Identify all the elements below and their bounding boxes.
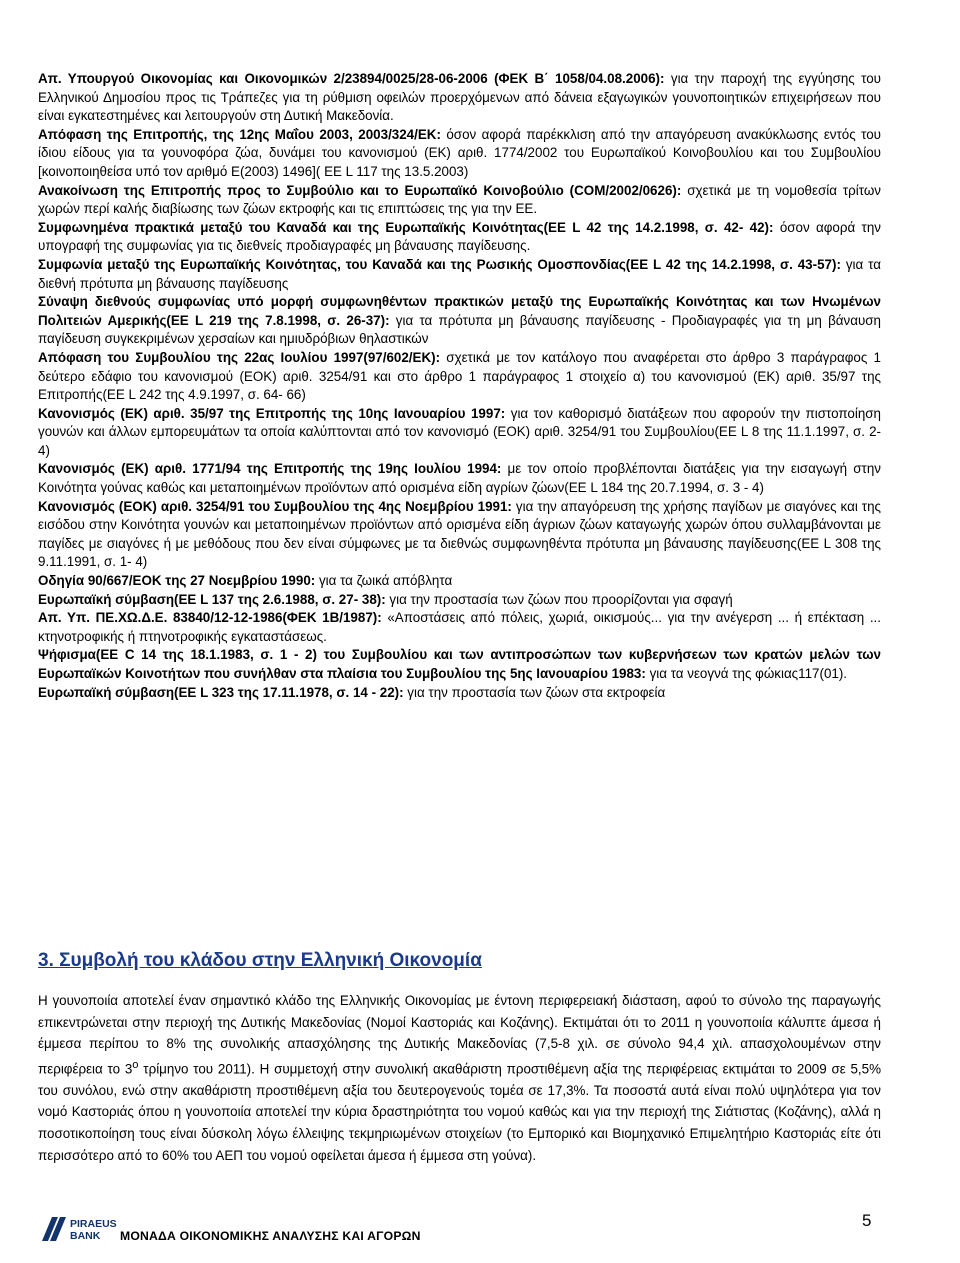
page-footer — [0, 1205, 960, 1263]
list-item — [38, 219, 881, 256]
ordinal-superscript: ο — [132, 1058, 139, 1071]
unit-name: ΜΟΝΑΔΑ ΟΙΚΟΝΟΜΙΚΗΣ ΑΝΑΛΥΣΗΣ ΚΑΙ ΑΓΟΡΩΝ — [120, 1229, 421, 1243]
entry-text: για τον καθορισμό διατάξεων που αφορούν την πιστοποίηση γουνών και άλλων εμπορευμάτων τα οποία καλύπτονται από τον κανονισμό (ΕΟΚ) αριθ. 3254/91 του Συμβουλίου(ΕΕ L 8 της 11.1.1997, σ. 2- 4) — [38, 405, 881, 458]
entry-text: για τα διεθνή πρότυπα μη βάναυσης παγίδευσης — [38, 256, 881, 291]
list-item — [38, 293, 881, 349]
entry-title: Απ. Υπουργού Οικονομίας και Οικονομικών 2/23894/0025/28-06-2006 (ΦΕΚ Β΄ 1058/04.08.2006): — [38, 71, 665, 86]
list-item — [38, 646, 881, 683]
entry-title: Απόφαση του Συμβουλίου της 22ας Ιουλίου 1997(97/602/ΕΚ): — [38, 349, 441, 365]
entry-title: Κανονισμός (ΕΟΚ) αριθ. 3254/91 του Συμβουλίου της 4ης Νοεμβρίου 1991: — [38, 498, 512, 514]
list-item — [38, 572, 881, 591]
list-item — [38, 609, 881, 646]
piraeus-bank-logo — [40, 1211, 118, 1249]
entry-title: Απόφαση της Επιτροπής, της 12ης Μαΐου 2003, 2003/324/ΕΚ: — [38, 126, 441, 142]
list-item — [38, 70, 881, 126]
section-paragraph — [38, 990, 881, 1166]
entry-text: όσον αφορά παρέκκλιση από την απαγόρευση ανακύκλωσης εντός του ίδιου είδους για τα γουνοφόρα ζώα, δυνάμει του κανονισμού (ΕΚ) αριθ. 1774/2002 του Ευρωπαϊκού Κοινοβουλίου και του Συμβουλίου [κοινοποιηθείσα υπό τον αριθμό Ε(2003) 1496]( ΕΕ L 117 της 13.5.2003) — [38, 126, 881, 179]
list-item — [38, 591, 881, 610]
entry-title: Κανονισμός (ΕΚ) αριθ. 1771/94 της Επιτροπής της 19ης Ιουλίου 1994: — [38, 461, 502, 477]
entry-title: Οδηγία 90/667/ΕΟΚ της 27 Νοεμβρίου 1990: — [38, 573, 316, 589]
list-item — [38, 405, 881, 461]
entry-text: για τα πρότυπα μη βάναυσης παγίδευσης - Προδιαγραφές για τη μη βάναυση παγίδευση συγκεκριμένων χερσαίων και ημιυδρόβιων θηλαστικών — [38, 312, 881, 347]
legislation-list — [38, 70, 881, 702]
entry-text: σχετικά με τη νομοθεσία τρίτων χωρών περί καλής διαβίωσης των ζώων εκτροφής και τις επιπτώσεις της για την ΕΕ. — [38, 182, 881, 217]
entry-text: όσον αφορά την υπογραφή της συμφωνίας για τις διεθνείς προδιαγραφές μη βάναυσης παγίδευσης. — [38, 219, 881, 254]
entry-text: για την παροχή της εγγύησης του Ελληνικού Δημοσίου προς τις Τράπεζες για τη ρύθμιση οφειλών προερχόμενων από δάνεια εξαγωγικών γουνοποιητικών επιχειρήσεων που είναι εγκατεστημένες και λειτουργούν στη Δυτική Μακεδονία. — [38, 71, 881, 124]
logo-line1: PIRAEUS — [70, 1218, 117, 1230]
entry-title: Συμφωνημένα πρακτικά μεταξύ του Καναδά και της Ευρωπαϊκής Κοινότητας(ΕΕ L 42 της 14.2.1998, σ. 42- 42): — [38, 219, 774, 235]
entry-text: για τα ζωικά απόβλητα — [315, 573, 453, 589]
entry-title: Κανονισμός (ΕΚ) αριθ. 35/97 της Επιτροπής της 10ης Ιανουαρίου 1997: — [38, 405, 506, 421]
paragraph-text-continued: τρίμηνο του 2011). Η συμμετοχή στην συνολική ακαθάριστη προστιθέμενη αξία της περιφέρειας εκτιμάται το 2009 σε 5,5% του συνόλου, ενώ στην ακαθάριστη προστιθέμενη αξία του δευτερογενούς τομέα σε 17,3%. Τα ποσοστά αυτά είναι πολύ υψηλότερα για τον νομό Καστοριάς όπου η γουνοποιία αποτελεί την κύρια δραστηριότητα του νομού καθώς και για την περιοχή της Σιάτιστας (Κοζάνης), αλλά η ποσοτικοποίηση τους είναι δύσκολη λόγω έλλειψης τεκμηριωμένων στοιχείων (το Εμπορικό και Βιομηχανικό Επιμελητήριο Καστοριάς είτε ότι περισσότερο από το 60% του ΑΕΠ του νομού οφείλεται άμεσα ή έμμεσα στη γούνα). — [38, 1061, 881, 1163]
page-number: 5 — [862, 1211, 872, 1230]
entry-title: Ψήφισμα(ΕΕ C 14 της 18.1.1983, σ. 1 - 2) του Συμβουλίου και των αντιπροσώπων των κυβερνήσεων των κρατών μελών των Ευρωπαϊκών Κοινοτήτων που συνήλθαν στα πλαίσια του Συμβουλίου της 5ης Ιανουαρίου 1983: — [38, 647, 881, 681]
list-item — [38, 460, 881, 497]
entry-text: με τον οποίο προβλέπονται διατάξεις για την εισαγωγή στην Κοινότητα γούνας καθώς και μεταποιημένων προϊόντων από ορισμένα είδη αγρίων ζώων(ΕΕ L 184 της 20.7.1994, σ. 3 - 4) — [38, 461, 881, 496]
list-item — [38, 182, 881, 219]
paragraph-text: Η γουνοποιία αποτελεί έναν σημαντικό κλάδο της Ελληνικής Οικονομίας με έντονη περιφερειακή διάσταση, αφού το σύνολο της παραγωγής επικεντρώνεται στην περιοχή της Δυτικής Μακεδονίας (Νομοί Καστοριάς και Κοζάνης). Εκτιμάται ότι το 2011 η γουνοποιία κάλυπτε άμεσα ή έμμεσα περίπου το 8% της συνολικής απασχόλησης της Δυτικής Μακεδονίας (7,5-8 χιλ. σε σύνολο 94,4 χιλ. απασχολουμένων στην περιφέρεια το 3 — [38, 993, 881, 1077]
list-item — [38, 256, 881, 293]
list-item — [38, 126, 881, 182]
entry-text: για την προστασία των ζώων που προορίζονται για σφαγή — [385, 591, 733, 607]
list-item — [38, 349, 881, 405]
entry-text: σχετικά με τον κατάλογο που αναφέρεται στο άρθρο 3 παράγραφος 1 δεύτερο εδάφιο του κανονισμού (ΕΟΚ) αριθ. 3254/91 και στο άρθρο 1 παράγραφος 1 στοιχείο α) του κανονισμού (ΕΚ) αριθ. 35/97 της Επιτροπής(ΕΕ L 242 της 4.9.1997, σ. 64- 66) — [38, 349, 882, 403]
entry-text: για την απαγόρευση της χρήσης παγίδων με σιαγόνες και της εισόδου στην Κοινότητα γουνών και μεταποιημένων προϊόντων από ορισμένα είδη άγριων ζώων καταγωγής χωρών όπου συλλαμβάνονται με παγίδες με σιαγόνες ή με μεθόδους που δεν είναι σύμφωνες με τα διεθνώς συμφωνηθέντα πρότυπα μη βάναυσης παγίδευσης(ΕΕ L 308 της 9.11.1991, σ. 1- 4) — [38, 498, 881, 570]
entry-text: «Αποστάσεις από πόλεις, χωριά, οικισμούς... για την ανέγερση ... ή επέκταση ... κτηνοτροφικής ή πτηνοτροφικής εγκαταστάσεως. — [38, 610, 881, 644]
piraeus-bank-logo-icon — [40, 1211, 118, 1249]
entry-title: Σύναψη διεθνούς συμφωνίας υπό μορφή συμφωνηθέντων πρακτικών μεταξύ της Ευρωπαϊκής Κοινότητας και των Ηνωμένων Πολιτειών Αμερικής(ΕΕ L 219 της 7.8.1998, σ. 26-37): — [38, 294, 881, 328]
entry-title: Ευρωπαϊκή σύμβαση(ΕΕ L 137 της 2.6.1988, σ. 27- 38): — [38, 591, 386, 607]
entry-text: για τα νεογνά της φώκιας117(01). — [645, 666, 848, 681]
entry-title: Απ. Υπ. ΠΕ.ΧΩ.Δ.Ε. 83840/12-12-1986(ΦΕΚ 1Β/1987): — [38, 610, 382, 626]
list-item — [38, 498, 881, 572]
section-heading: 3. Συμβολή του κλάδου στην Ελληνική Οικονομία — [38, 950, 482, 971]
entry-title: Ανακοίνωση της Επιτροπής προς το Συμβούλιο και το Ευρωπαϊκό Κοινοβούλιο (COM/2002/0626): — [38, 182, 682, 198]
logo-line2: BANK — [70, 1230, 101, 1242]
entry-title: Συμφωνία μεταξύ της Ευρωπαϊκής Κοινότητας, του Καναδά και της Ρωσικής Ομοσπονδίας(ΕΕ L 42 της 14.2.1998, σ. 43-57): — [38, 256, 841, 272]
entry-title: Ευρωπαϊκή σύμβαση(ΕΕ L 323 της 17.11.1978, σ. 14 - 22): — [38, 684, 404, 700]
entry-text: για την προστασία των ζώων στα εκτροφεία — [403, 684, 666, 700]
list-item — [38, 684, 881, 703]
